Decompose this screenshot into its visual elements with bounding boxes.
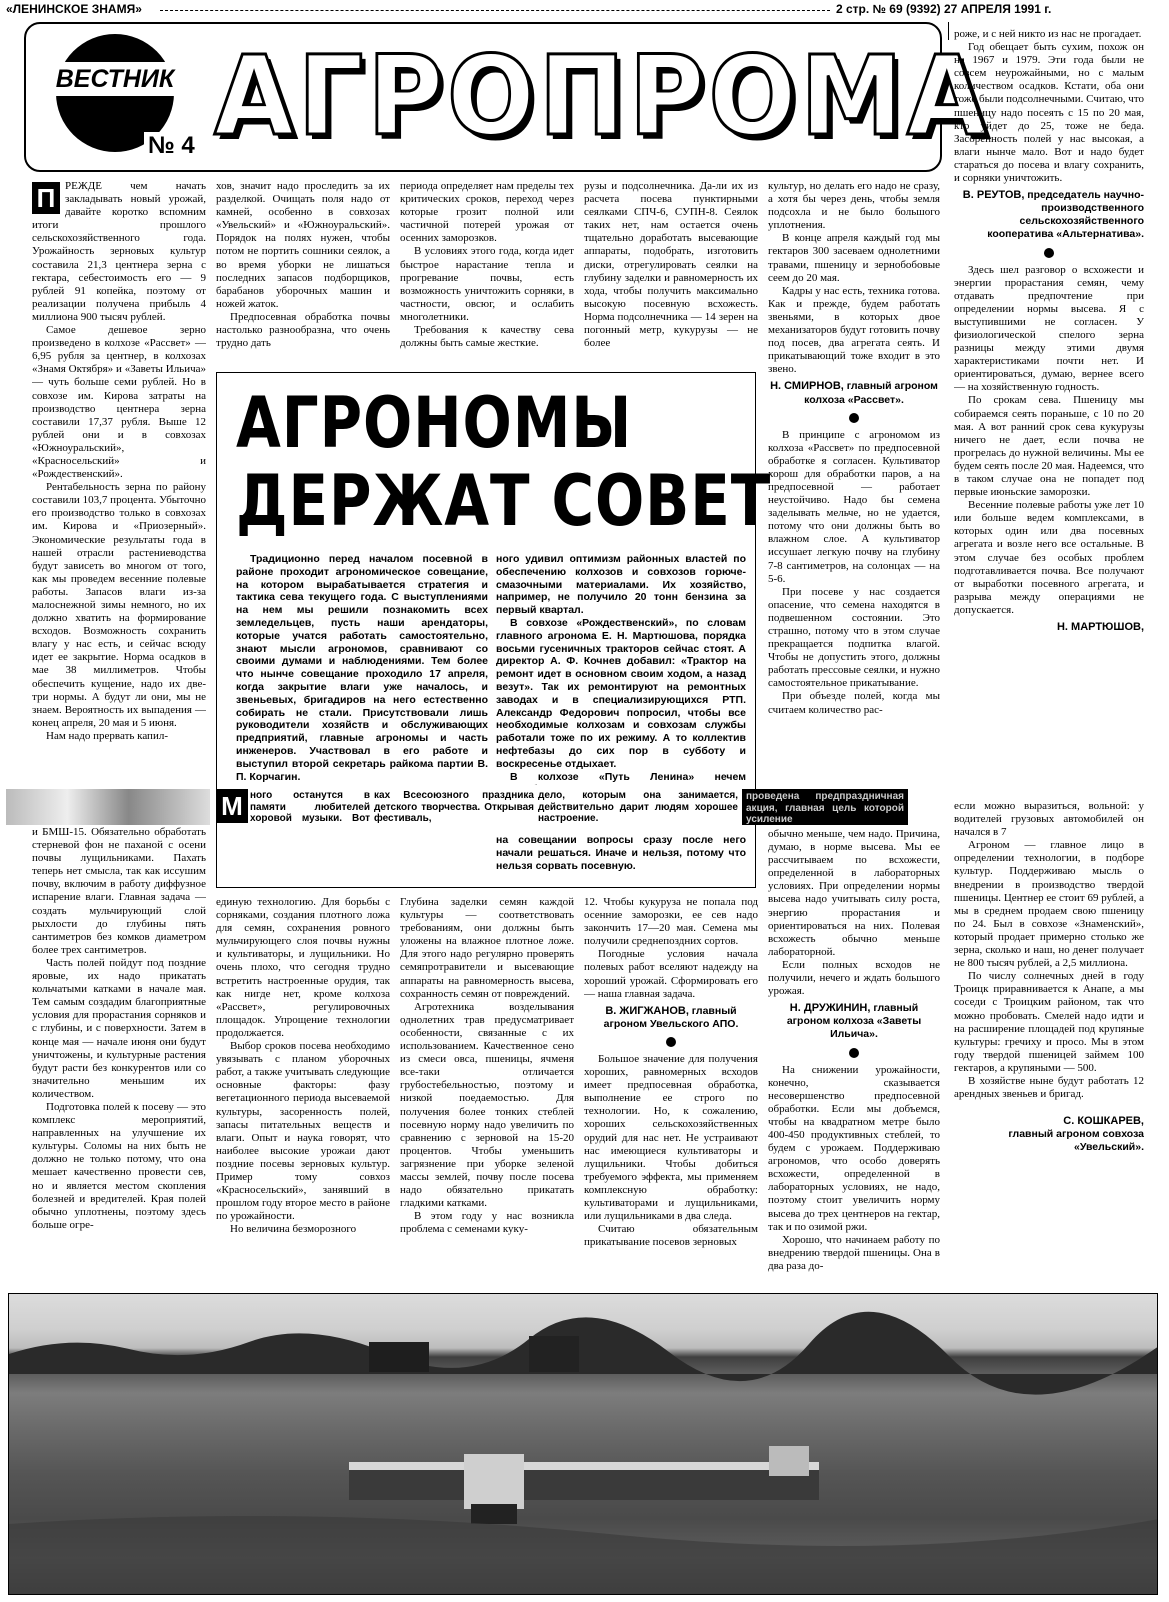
text: культур, но делать его надо не сразу, а хотя бы через день, чтобы земля подсохла и не было большого уплотнения. <box>768 180 940 232</box>
text: хов, значит надо проследить за их разделкой. Очищать поля надо от камней, особенно в совхозах «Увельский» и «Южноуральский». Порядок на полях нужен, чтобы потом не портить сошники сеялок, а во время уборки не лишаться последних запасов подборщиков, барабанов уборочных машин и ножей жаток. <box>216 180 390 310</box>
text: Здесь шел разговор о всхожести и энергии прорастания семян, чему отдавать предпочтение при определении нормы высева. Я с выступившими не согласен. У физиологической спелого зерна разницы между этими двумя характеристиками почти нет. И ориентироваться, думаю, вернее всего — на хозяйственную годность. <box>954 263 1144 394</box>
strip-text-a <box>250 790 370 826</box>
signature-smirnov <box>768 380 940 406</box>
strip-text-b <box>374 790 534 826</box>
text: С. КОШКАРЕВ, <box>1063 1115 1144 1128</box>
text: Требования к качеству сева должны быть самые жесткие. <box>400 324 574 350</box>
text: В колхозе «Путь Ленина» нечем <box>510 770 746 783</box>
text: главный агроном колхоза «Заветы Ильича». <box>786 1002 922 1041</box>
column-3-top <box>400 180 574 360</box>
text: В совхозе «Рождественский», по словам главного агронома Е. Н. Мартюшова, порядка восьми гусеничных тракторов сейчас стоят. А директор А. Ф. Кочнев добавил: «Трактор на ремонт идет в основном своим ходом, а назад везут». Так их ремонтируют на ремонтных заводах и в специализирующихся РТП. Александр Федорович попросил, чтобы все необходимые колхозам и совхозам службы работали тоже по их режиму. А то коллектив нефтебазы до сих пор в субботу и воскресенье отдыхает. <box>496 616 746 770</box>
foreground-soil <box>9 1516 1158 1595</box>
text: ного останутся в памяти любителей хоровой музыки. Вот <box>250 790 370 824</box>
column-5-top <box>768 180 940 785</box>
text: Агроном — главное лицо в определении технологии, в подборе культур. Поддерживаю мысль о внедрении в производство твердой пшеницы. Центнер ее стоит 69 рублей, а мы в среднем продаем свою пшеницу по 24. Был в совхозе «Знаменский», который продает примерно столько же зерна, сколько и наш, но денег получает не 800 тысяч рублей, а 2,5 миллиона. <box>954 839 1144 970</box>
text: дело, которым она занимается, действительно дарит людям хорошее настроение. <box>538 790 738 824</box>
bullet-dot <box>666 1037 676 1047</box>
column-3-bottom <box>400 896 574 1288</box>
text: 12. Чтобы кукуруза не попала под осенние заморозки, ее сев надо закончить 17—20 мая. Семена мы получили среднепоздних сортов. <box>584 896 758 948</box>
text: Агротехника возделывания однолетних трав предусматривает особенности, связанные с их использованием. Качественное сено из смеси овса, пшеницы, ячменя все-таки отличается грубостебельностью, поэтому и низкой поедаемостью. Для получения более тонких стеблей посевную норму надо увеличить по сравнению с зерновой на 15-20 процентов. Чтобы уменьшить загрязнение при уборке зеленой массы землей, почву после посева надо обязательно прикатать гладкими катками. <box>400 1000 574 1210</box>
signature-martyushov <box>954 621 1144 634</box>
text: По числу солнечных дней в году Троицк приравнивается к Анапе, а мы соседи с Троицким районом, так что можно пробовать. Смелей надо идти и на расширение площадей под крупяные культуры: гречиху и просо. Мы в этом году твердой пшеницей займем 100 гектаров, а крупяными — 500. <box>954 970 1144 1074</box>
text: Хорошо, что начинаем работу по внедрению твердой пшеницы. Она в два раза до- <box>768 1233 940 1272</box>
text: если можно выразиться, вольной: у водителей грузовых автомобилей он начался в 7 <box>954 800 1144 839</box>
text: При посеве у нас создается опасение, что семена находятся в подвешенном состоянии. Это страшно, потому что в этом случае прекращается подпитка влагой. Чтобы не допустить этого, должны работать прессовые сеялки, и нужно самостоятельное прикатывание. <box>768 585 940 690</box>
text: Подготовка полей к посеву — это комплекс мероприятий, направленных на улучшение их культуры. Соломы на них быть не должно не только потому, что она мешает качественно провести сев, но и является местом скопления болезней и вредителей. Края полей обычно уплотнены, поэтому здесь больше огре- <box>32 1100 206 1231</box>
text: ного удивил оптимизм районных властей по обеспечению колхозов и совхозов горюче-смазочными материалами. Их хозяйство, например, не получило 20 тонн бензина за первый квартал. <box>496 553 746 617</box>
text: В конце апреля каждый год мы гектаров 300 засеваем однолетними травами, пшеницу и зернобобовые сеем до 20 мая. <box>768 232 940 284</box>
issue-info: 2 стр. № 69 (9392) 27 АПРЕЛЯ 1991 г. <box>836 2 1052 16</box>
text: главный агроном колхоза «Рассвет». <box>804 380 938 406</box>
column-rule <box>948 22 949 40</box>
text: ках Всесоюзного праздника детского творчества. Открывая фестиваль, <box>374 790 534 824</box>
bullet-dot <box>849 413 859 423</box>
text: Самое дешевое зерно произведено в колхозе «Рассвет» — 6,95 рубля за центнер, в колхозах «Знамя Октября» и «Заветы Ильича» — чуть больше семи рублей. Но в совхозе им. Кирова затраты на производство центнера зерна составили 17,37 рубля. Выше 12 рублей они и в совхозах «Южноуральский», «Красносельский» и «Рождественский». <box>32 324 206 481</box>
text: На снижении урожайности, конечно, сказывается несовершенство предпосевной обработки. Если мы добъемся, чтобы на квадратном метре было 400-450 продуктивных стеблей, то будем с урожаем. Поддерживаю агрономов, что особо доверять всхожести, определенной в лабораторных условиях, не надо, поэтому стоит увеличить норму высева до трех центнеров на гектар, так и по озимой ржи. <box>768 1063 940 1233</box>
column-2-top <box>216 180 390 360</box>
column-1-top <box>32 180 206 785</box>
text: Рентабельность зерна по району составили 103,7 процента. Убыточно его производство только в совхозах им. Кирова и «Приозерный». Экономические результаты года в нашей отрасли растениеводства будут зависеть во многом от того, как мы проведем весенние полевые работы. Запасов влаги из-за малоснежной зимы немного, но их должно хватить на формирование всходов. Возможность сохранить влагу у нас есть, и сейчас всюду идет ее закрытие. Норма осадков в мае 38 миллиметров. Чтобы обеспечить кущение, надо их две-три нормы. А будут ли они, мы не знаем. Вероятность их выпадения — конец апреля, 20 мая и 5 июня. <box>32 481 206 729</box>
field-tractor-photo <box>8 1293 1158 1595</box>
drop-cap: П <box>32 182 60 214</box>
text: По срокам сева. Пшеницу мы собираемся сеять пораньше, с 10 по 20 мая. А вот ранний срок сева кукурузы ничего не дает, если почва не прогрелась до нужной величины. Мы ее будем сеять после 20 мая. Надеемся, что в таком случае она не попадет под первые июньские заморозки. <box>954 394 1144 499</box>
text: на совещании вопросы сразу после него начали решаться. Иначе и нельзя, потому что нельзя сорвать посевную. <box>496 834 746 872</box>
text: Глубина заделки семян каждой культуры — соответствовать требованиям, они должны быть уложены на влажное плотное ложе. Для этого надо регулярно проверять семяпротравители и высевающие аппараты на равномерность высева, сохранность семян от повреждений. <box>400 896 574 1000</box>
text: Традиционно перед началом посевной в районе проходит агрономическое совещание, на котором вырабатывается стратегия и тактика сева текущего года. С выступлениями на нем мы решили познакомить всех земледельцев, пусть наши арендаторы, которые учатся работать самостоятельно, знают мысли агрономов, сравнивают со своими думами и наблюдениями. Тем более что нынче совещание проходило 17 апреля, когда закрытие влаги уже началось, и звеньевых, бригадиров на него естественно собирать не стали. Присутствовали лишь руководители хозяйств и обслуживающих предприятий, главные агрономы и часть инженеров. Участвовал в его работе и выступил второй секретарь райкома партии В. П. Корчагин. <box>236 553 488 783</box>
signature-zhigzhanov <box>584 1005 758 1031</box>
text: Большое значение для получения хороших, равномерных всходов имеет предпосевная обработка, выполнение ее строго по технологии. Но, к сожалению, хороших сельскохозяйственных орудий для нас нет. Не устраивают нас имеющиеся культиваторы и лущильники. Чтобы добиться требуемого эффекта, мы применяем комплексную обработку: культиваторами и лущильниками, или лущильниками в два следа. <box>584 1052 758 1223</box>
newspaper-name: «ЛЕНИНСКОЕ ЗНАМЯ» <box>6 2 142 16</box>
text: Весенние полевые работы уже лет 10 или больше ведем комплексами, в которых один или два посевных агрегата и возле него все остальные. В этом случае без особых проблем подготавливается почва. Все получают от выработки посевного агрегата, и разрыва между операциями не допускается. <box>954 499 1144 616</box>
text: Считаю обязательным прикатывание посевов зерновых <box>584 1223 758 1249</box>
text: председатель научно-производственного сельскохозяйственного кооператива «Альтернатива». <box>987 189 1144 241</box>
bullet-dot <box>1044 248 1054 258</box>
column-6-top <box>954 28 1144 784</box>
text: Н. СМИРНОВ, <box>770 380 844 393</box>
text: главный агроном совхоза «Увельский». <box>1008 1128 1144 1154</box>
text: Предпосевная обработка почвы настолько разнообразна, что очень трудно дать <box>216 310 390 350</box>
tractor-cab <box>769 1446 809 1476</box>
column-1-bottom <box>32 826 206 1288</box>
text: Нам надо прервать капил- <box>46 729 168 742</box>
text: Выбор сроков посева необходимо увязывать с планом уборочных работ, а также учитывать следующие основные факторы: фазу вегетационного периода высеваемой культуры, засоренность полей, запасы питательных веществ и влаги. Опыт и наука говорят, что наиболее высокие урожаи дают поздние посевы зерновых культур. Пример тому совхоз «Красносельский», занявший в прошлом году второе место в районе по урожайности. <box>216 1040 390 1223</box>
misprint-strip-image <box>6 789 210 825</box>
headline-line-1: АГРОНОМЫ <box>236 382 633 464</box>
masthead-title: АГРОПРОМА <box>214 32 991 160</box>
text: При объезде полей, когда мы считаем количество рас- <box>768 690 940 716</box>
header-rule <box>160 10 830 11</box>
text: периода определяет нам пределы тех критических сроков, переход через которые грозит полной или частичной потерей урожая от осенних заморозков. <box>400 180 574 245</box>
signature-koshkarev <box>954 1115 1144 1154</box>
seeder-body <box>349 1470 819 1500</box>
column-4-top <box>584 180 758 360</box>
text: главный агроном Увельского АПО. <box>603 1004 739 1030</box>
treeline <box>9 1312 1158 1395</box>
tree-clump <box>369 1342 429 1372</box>
text: Если полных всходов не получили, нечего и ждать большого урожая. <box>768 958 940 998</box>
tractor-body <box>464 1454 524 1509</box>
text: Погодные условия начала полевых работ вселяют надежду на хороший урожай. Сформировать его — наша главная задача. <box>584 948 758 1000</box>
strip-text-d <box>742 789 908 825</box>
column-2-bottom <box>216 896 390 1288</box>
text: В принципе с агрономом из колхоза «Рассвет» по предпосевной обработке я согласен. Культиватор хорош для обработки паров, а на предпосевной — работает неустойчиво. Надо бы семена заделывать мельче, но не удается, потому что они должны быть во влажном слое. А культиватор иссушает легкую почву на глубину 7-8 сантиметров, на солонцах — на 5-6. <box>768 428 940 585</box>
column-4-bottom <box>584 896 758 1288</box>
masthead-vestnik: ВЕСТНИК <box>55 65 175 93</box>
masthead <box>24 22 991 172</box>
text: Кадры у нас есть, техника готова. Как и прежде, будем работать звеньями, в которых двое механизаторов будут готовить почву под посев, два агрегата сеять. И прикатывающий тоже входит в это звено. <box>768 284 940 376</box>
text: и БМШ-15. Обязательно обработать стерневой фон не паханой с осени почвы лущильниками. Пахать теперь нет смысла, так как иссушим почву, включим в работу диффузное испарение влаги. Главная задача — создать мульчирующий слой рыхлости до глубины пять сантиметров без комков диаметром более трех сантиметров. <box>32 826 206 956</box>
text: единую технологию. Для борьбы с сорняками, создания плотного ложа для семян, сохранения ровного мульчирующего слоя почвы нужны и культиваторы, и лущильники. Но очень плохо, что сегодня трудно встретить настроенные орудия, так как нигде нет, кроме колхоза «Рассвет», регулировочных площадок. Упрощение технологии продолжается. <box>216 896 390 1039</box>
text: РЕЖДЕ чем начать закладывать новый урожай, давайте коротко вспомним итоги прошлого сельскохозяйственного года. Урожайность зерновых культур составила 21,3 центнера зерна с гектара, себестоимость его — 9 рублей 91 копейка, поэтому от реализации получена прибыль 4 миллиона 900 тысяч рублей. <box>32 180 206 323</box>
text: Н. ДРУЖИНИН, <box>789 1002 871 1015</box>
text: роже, и с ней никто из нас не прогадает. <box>954 28 1142 40</box>
strip-drop-cap: М <box>216 789 248 823</box>
text: Часть полей пойдут под поздние яровые, их надо прикатать кольчатыми катками в начале мая. Тем самым создадим благоприятные условия для прорастания сорняков и с глубины, и с поверхности. Затем в конце мая — начале июня они будут уничтожены, и культурные растения будут расти без конкурентов или со значительно меньшим их количеством. <box>32 956 206 1100</box>
box-lead-left <box>236 553 488 785</box>
signature-reutov <box>954 189 1144 241</box>
masthead-number: № 4 <box>144 132 199 160</box>
signature-druzhinin <box>768 1002 940 1041</box>
text: обычно меньше, чем надо. Причина, думаю, в норме высева. Мы ее рассчитываем по всхожести, определенной в лабораторных условиях. При определении нормы высева надо учитывать силу роста, энергию прорастания и ориентироваться на них. Полевая всхожесть обычно меньше лабораторной. <box>768 828 940 958</box>
text: В условиях этого года, когда идет быстрое нарастание тепла и прогревание почвы, есть возможность уничтожить сорняки, в частности, овсюг, и ослабить многолетники. <box>400 245 574 323</box>
text: Но величина безморозного <box>230 1223 357 1236</box>
text: В. РЕУТОВ, <box>962 189 1025 202</box>
text: рузы и подсолнечника. Да-ли их из расчета посева пунктирными сеялками СПЧ-6, СУПН-8. Сеялок таких нет, нам остается очень тщательно доработать высевающие аппараты, подобрать, изготовить диски, отрегулировать сеялки на глубину заделки и равномерность их хода, чтобы получить максимально высокую посевную всхожесть. Норма подсолнечника — 14 зерен на погонный метр, кукурузы — не более <box>584 180 758 350</box>
box-lead-bottom <box>496 834 746 884</box>
tractor-track <box>471 1504 517 1524</box>
text: В хозяйстве ныне будут работать 12 арендных звеньев и бригад. <box>954 1074 1144 1101</box>
text: В. ЖИГЖАНОВ, <box>605 1004 689 1017</box>
tree-clump <box>529 1336 579 1372</box>
bullet-dot <box>849 1048 859 1058</box>
strip-text-c <box>538 790 738 826</box>
column-6-bottom <box>954 800 1144 1288</box>
text: Год обещает быть сухим, похож он на 1967 и 1979. Эти года были не совсем неурожайными, но с малым количеством осадков. Кстати, оба они тоже были подсолнечными. Считаю, что пшеницу надо посеять с 15 по 20 мая, кто уйдет до 25, тоже не беда. Засоренность полей у нас высокая, а влаги нынче мало. Вот и надо будет стараться до посева и влагу сохранить, и сорняки уничтожить. <box>954 41 1144 185</box>
text: Н. МАРТЮШОВ, <box>1056 621 1144 634</box>
photo-scene <box>9 1294 1158 1595</box>
column-5-bottom <box>768 828 940 1288</box>
headline-line-2: ДЕРЖАТ СОВЕТ <box>236 460 772 542</box>
text: В этом году у нас возникла проблема с семенами куку- <box>400 1210 574 1236</box>
text: проведена предпраздничная акция, главная цель которой усиление <box>746 791 904 825</box>
box-lead-right <box>496 553 746 785</box>
